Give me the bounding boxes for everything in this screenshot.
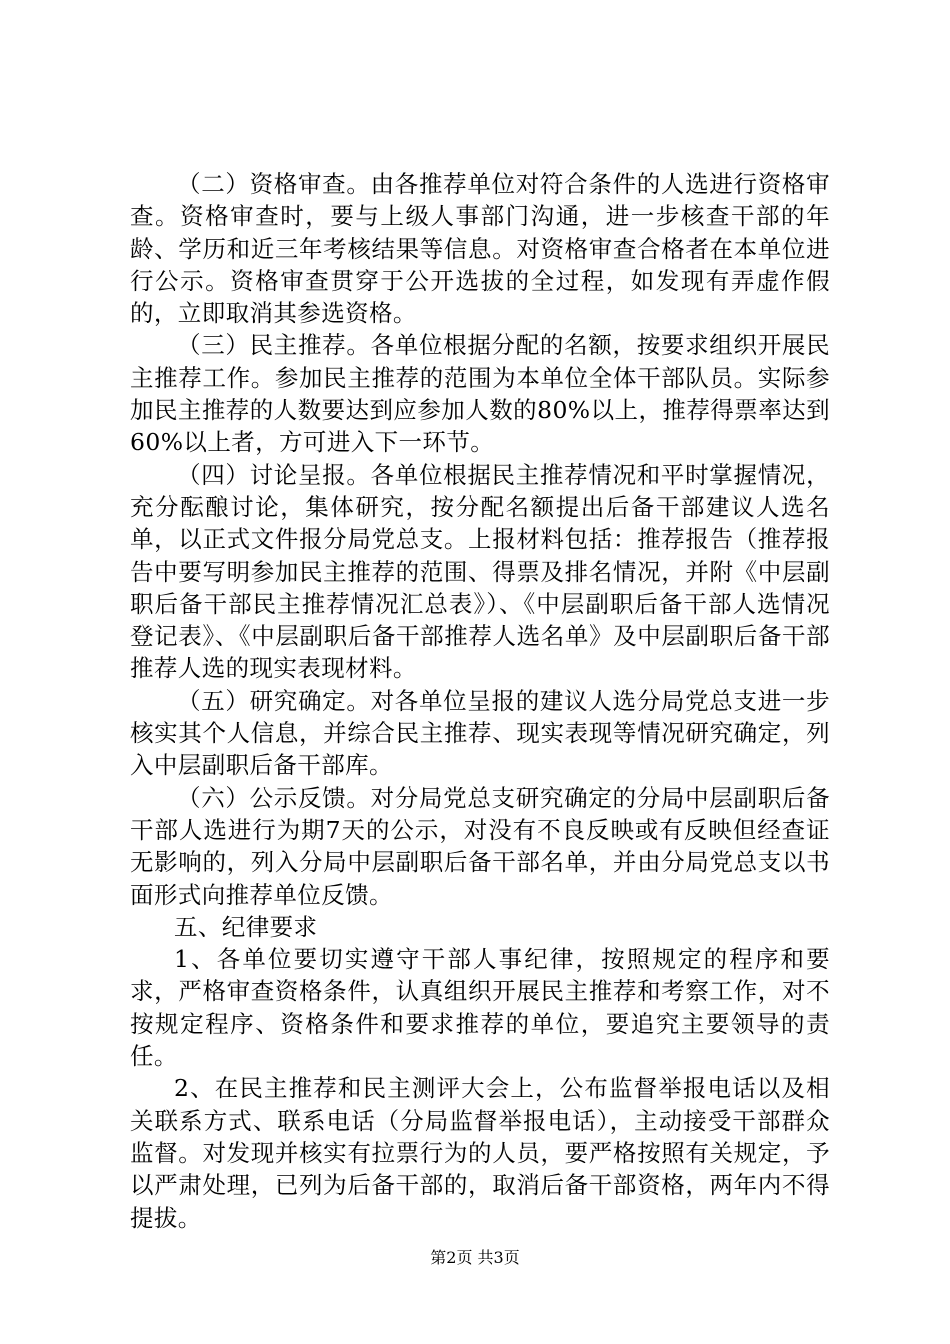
section-heading-discipline: 五、纪律要求 <box>174 912 318 941</box>
paragraph-publicity-feedback: （六）公示反馈。对分局党总支研究确定的分局中层副职后备干部人选进行为期7天的公示，对没有不良反映或有反映但经查证无影响的，列入分局中层副职后备干部名单，并由分局党总支以书面形式向推荐单位反馈。 <box>130 783 830 909</box>
page-number-footer: 第2页 共3页 <box>430 1248 520 1267</box>
paragraph-research-determination: （五）研究确定。对各单位呈报的建议人选分局党总支进一步核实其个人信息，并综合民主推荐、现实表现等情况研究确定，列入中层副职后备干部库。 <box>130 686 830 780</box>
document-body <box>130 168 830 1234</box>
paragraph-discipline-item-1: 1、各单位要切实遵守干部人事纪律，按照规定的程序和要求，严格审查资格条件，认真组织开展民主推荐和考察工作，对不按规定程序、资格条件和要求推荐的单位，要追究主要领导的责任。 <box>130 945 830 1071</box>
paragraph-discipline-item-2: 2、在民主推荐和民主测评大会上，公布监督举报电话以及相关联系方式、联系电话（分局监督举报电话），主动接受干部群众监督。对发现并核实有拉票行为的人员，要严格按照有关规定，予以严肃处理，已列为后备干部的，取消后备干部资格，两年内不得提拔。 <box>130 1074 830 1232</box>
paragraph-qualification-review: （二）资格审查。由各推荐单位对符合条件的人选进行资格审查。资格审查时，要与上级人事部门沟通，进一步核查干部的年龄、学历和近三年考核结果等信息。对资格审查合格者在本单位进行公示。资格审查贯穿于公开选拔的全过程，如发现有弄虚作假的，立即取消其参选资格。 <box>130 170 830 328</box>
paragraph-discussion-report: （四）讨论呈报。各单位根据民主推荐情况和平时掌握情况，充分酝酿讨论，集体研究，按分配名额提出后备干部建议人选名单，以正式文件报分局党总支。上报材料包括：推荐报告（推荐报告中要写明参加民主推荐的范围、得票及排名情况，并附《中层副职后备干部民主推荐情况汇总表》）、《中层副职后备干部人选情况登记表》、《中层副职后备干部推荐人选名单》及中层副职后备干部推荐人选的现实表现材料。 <box>130 460 830 683</box>
paragraph-democratic-recommendation: （三）民主推荐。各单位根据分配的名额，按要求组织开展民主推荐工作。参加民主推荐的范围为本单位全体干部队员。实际参加民主推荐的人数要达到应参加人数的80%以上，推荐得票率达到60%以上者，方可进入下一环节。 <box>130 331 830 457</box>
